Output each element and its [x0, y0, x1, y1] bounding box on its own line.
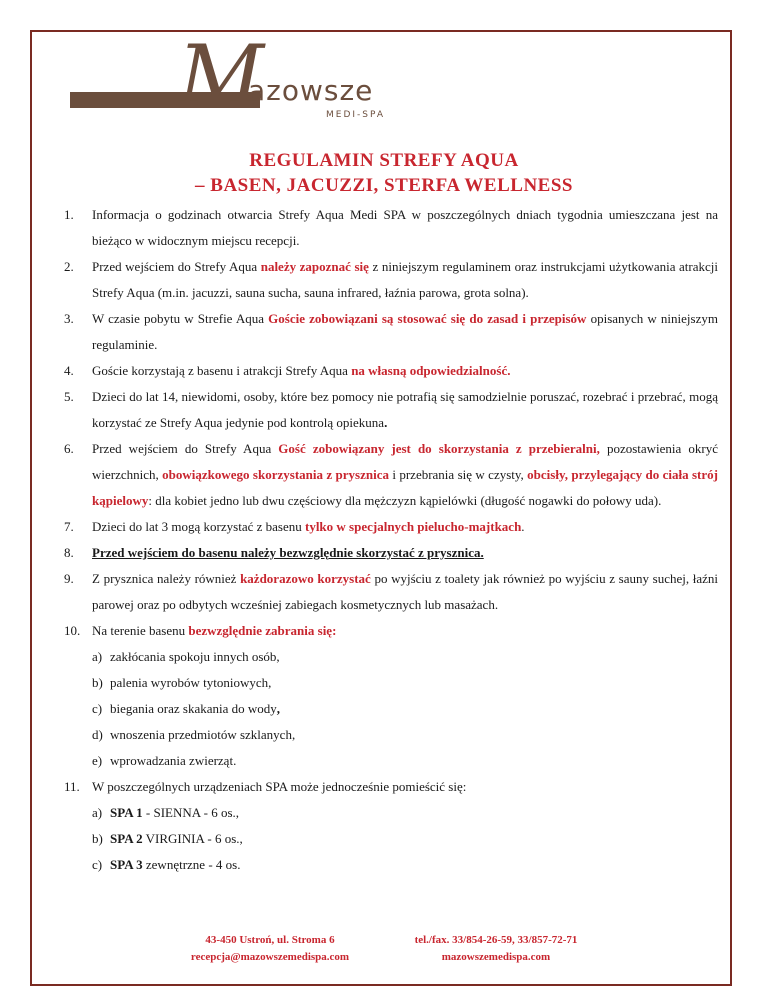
rule-highlight: każdorazowo korzystać — [240, 571, 371, 586]
spa-capacity-item — [64, 852, 718, 878]
rule-text: W czasie pobytu w Strefie Aqua — [92, 311, 269, 326]
sub-letter: e) — [92, 753, 103, 768]
footer-phone: tel./fax. 33/854-26-59, 33/857-72-71 — [414, 934, 578, 946]
rule-emphasis: Przed wejściem do basenu należy bezwzględnie skorzystać z prysznica. — [92, 545, 484, 560]
sub-text: palenia wyrobów tytoniowych, — [110, 675, 272, 690]
rule-number: 5. — [64, 389, 74, 404]
rule-text: Dzieci do lat 14, niewidomi, osoby, które bez pomocy nie potrafią się samodzielnie poruszać, rozebrać i przebrać, mogą korzystać ze Strefy Aqua jedynie pod kontrolą opiekuna — [92, 389, 718, 430]
rule-number: 7. — [64, 519, 74, 534]
sub-letter: b) — [92, 831, 103, 846]
rule-text: i przebrania się w czysty, — [388, 467, 528, 482]
rule-text: Goście korzystają z basenu i atrakcji Strefy Aqua — [92, 363, 352, 378]
rule-9 — [64, 566, 718, 618]
rule-text: z niniejszym regulaminem oraz instrukcjami użytkowania atrakcji Strefy Aqua (m.in. jacuzzi, sauna sucha, sauna infrared, łaźnia parowa, grota solna). — [92, 259, 719, 300]
rule-3 — [64, 306, 718, 358]
rule-number: 1. — [64, 207, 74, 222]
rule-text: . — [521, 519, 525, 534]
rule-text: Informacja o godzinach otwarcia Strefy Aqua Medi SPA w poszczególnych dniach tygodnia umieszczana jest na bieżąco w widocznym miejscu recepcji. — [92, 207, 718, 248]
rule-10 — [64, 618, 718, 644]
sub-letter: d) — [92, 727, 103, 742]
logo-subtitle: MEDI-SPA — [326, 110, 386, 120]
rule-number: 11. — [64, 779, 80, 794]
rule-1 — [64, 202, 718, 254]
rule-text: Przed wejściem do Strefy Aqua — [92, 441, 279, 456]
rule-8 — [64, 540, 718, 566]
rule-text: pozostawienia okryć wierzchnich, — [92, 441, 718, 482]
rule-4 — [64, 358, 718, 384]
rule-number: 6. — [64, 441, 74, 456]
footer-left — [170, 932, 370, 966]
rule-number: 3. — [64, 311, 74, 326]
sub-letter: c) — [92, 857, 103, 872]
rule-highlight: obcisły, przylegający do ciała strój kąpielowy — [92, 467, 718, 508]
footer-address: 43-450 Ustroń, ul. Stroma 6 — [205, 934, 335, 946]
sub-letter: a) — [92, 805, 103, 820]
prohibited-item — [64, 722, 718, 748]
rule-highlight: obowiązkowego skorzystania z prysznica — [162, 467, 389, 482]
rule-number: 9. — [64, 571, 74, 586]
logo-letter: M — [178, 27, 265, 125]
rule-period: . — [384, 415, 388, 430]
rule-number: 10. — [64, 623, 81, 638]
logo-word: azowsze — [248, 74, 374, 107]
mazowsze-logo — [70, 27, 430, 125]
rule-5 — [64, 384, 718, 436]
rule-number: 4. — [64, 363, 74, 378]
spa-capacity: VIRGINIA - 6 os., — [142, 831, 243, 846]
prohibited-item — [64, 644, 718, 670]
rule-highlight: bezwzględnie zabrania się: — [188, 623, 337, 638]
sub-text: wnoszenia przedmiotów szklanych, — [110, 727, 296, 742]
rule-text: po wyjściu z toalety jak również po wyjściu z sauny suchej, łaźni parowej oraz po odbytych wcześniej zabiegach kosmetycznych lub masażach. — [92, 571, 719, 612]
spa-capacity-item — [64, 800, 718, 826]
spa-name: SPA 1 — [110, 805, 143, 820]
sub-letter: a) — [92, 649, 103, 664]
rule-highlight: należy zapoznać się — [260, 259, 369, 274]
rule-text: : dla kobiet jedno lub dwu częściowy dla mężczyzn kąpielówki (długość nogawki do połowy uda). — [148, 493, 662, 508]
sub-text: wprowadzania zwierząt. — [110, 753, 237, 768]
rule-number: 2. — [64, 259, 74, 274]
sub-comma: , — [276, 701, 281, 716]
page-title-line1: REGULAMIN STREFY AQUA — [249, 150, 519, 171]
spa-capacity: zewnętrzne - 4 os. — [142, 857, 241, 872]
sub-text: biegania oraz skakania do wody — [110, 701, 277, 716]
rule-text: W poszczególnych urządzeniach SPA może jednocześnie pomieścić się: — [92, 779, 467, 794]
rule-highlight: na własną odpowiedzialność. — [351, 363, 511, 378]
rule-2 — [64, 254, 718, 306]
prohibited-item — [64, 696, 718, 722]
rule-text: Przed wejściem do Strefy Aqua — [92, 259, 261, 274]
spa-capacity-item — [64, 826, 718, 852]
rule-highlight: tylko w specjalnych pielucho-majtkach — [304, 519, 522, 534]
sub-text: zakłócania spokoju innych osób, — [110, 649, 280, 664]
footer-website[interactable]: mazowszemedispa.com — [441, 951, 551, 963]
rule-text: Na terenie basenu — [92, 623, 189, 638]
footer-email[interactable]: recepcja@mazowszemedispa.com — [190, 951, 350, 963]
rule-number: 8. — [64, 545, 74, 560]
page-title-line2: – BASEN, JACUZZI, STERFA WELLNESS — [195, 175, 573, 196]
sub-letter: c) — [92, 701, 103, 716]
rule-text: Z prysznica należy również — [92, 571, 241, 586]
rule-highlight: Goście zobowiązani są stosować się do zasad i przepisów — [268, 311, 587, 326]
spa-capacity: - SIENNA - 6 os., — [142, 805, 240, 820]
rules-list — [64, 202, 718, 878]
rule-text: opisanych w niniejszym regulaminie. — [92, 311, 718, 352]
prohibited-item — [64, 670, 718, 696]
prohibited-item — [64, 748, 718, 774]
rule-11 — [64, 774, 718, 800]
rule-text: Dzieci do lat 3 mogą korzystać z basenu — [92, 519, 305, 534]
sub-letter: b) — [92, 675, 103, 690]
spa-name: SPA 2 — [110, 831, 143, 846]
rule-6 — [64, 436, 718, 514]
rule-highlight: Gość zobowiązany jest do skorzystania z przebieralni, — [278, 441, 600, 456]
footer-right — [390, 932, 602, 966]
rule-7 — [64, 514, 718, 540]
spa-name: SPA 3 — [110, 857, 143, 872]
